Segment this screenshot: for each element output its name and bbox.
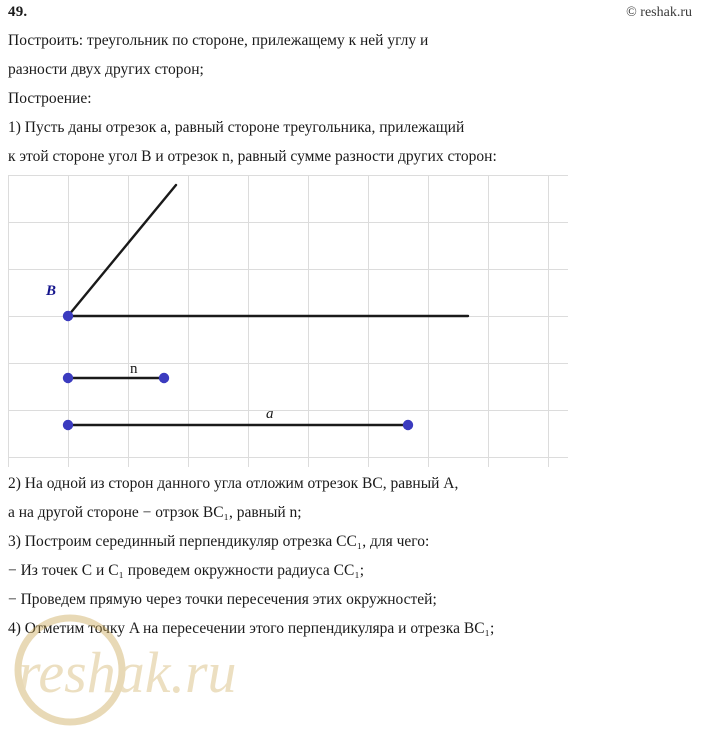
solution-line-1: 2) На одной из сторон данного угла отложим отрезок BC, равный A,	[8, 475, 459, 492]
label-segment-n: n	[130, 361, 138, 377]
statement-line-2: разности двух других сторон;	[8, 61, 204, 78]
solution-line-3: 3) Построим серединный перпендикуляр отрезка CC₁, для чего:	[8, 533, 430, 550]
label-segment-a: a	[266, 406, 274, 422]
solution-line-2: а на другой стороне − отрзок BC₁, равный n;	[8, 504, 302, 521]
statement-line-3: Построение:	[8, 90, 92, 107]
document-header	[6, 4, 696, 26]
statement-line-5: к этой стороне угол B и отрезок n, равный сумме разности других сторон:	[8, 148, 497, 165]
svg-text:reshak.ru: reshak.ru	[18, 640, 237, 705]
statement-line-1: Построить: треугольник по стороне, прилежащему к ней углу и	[8, 32, 429, 49]
watermark-text: © reshak.ru	[626, 5, 692, 20]
solution-line-5: − Проведем прямую через точки пересечения этих окружностей;	[8, 591, 437, 608]
solution-line-4: − Из точек C и C₁ проведем окружности радиуса CC₁;	[8, 562, 365, 579]
statement-line-4: 1) Пусть даны отрезок a, равный стороне треугольника, прилежащий	[8, 119, 465, 136]
solution-line-6: 4) Отметим точку A на пересечении этого перпендикуляра и отрезка BC₁;	[8, 620, 495, 637]
problem-number: 49.	[8, 4, 28, 20]
solution-steps	[6, 469, 696, 643]
figure-drawing	[8, 175, 568, 467]
geometry-figure	[8, 175, 568, 467]
label-vertex-b: B	[46, 283, 57, 299]
